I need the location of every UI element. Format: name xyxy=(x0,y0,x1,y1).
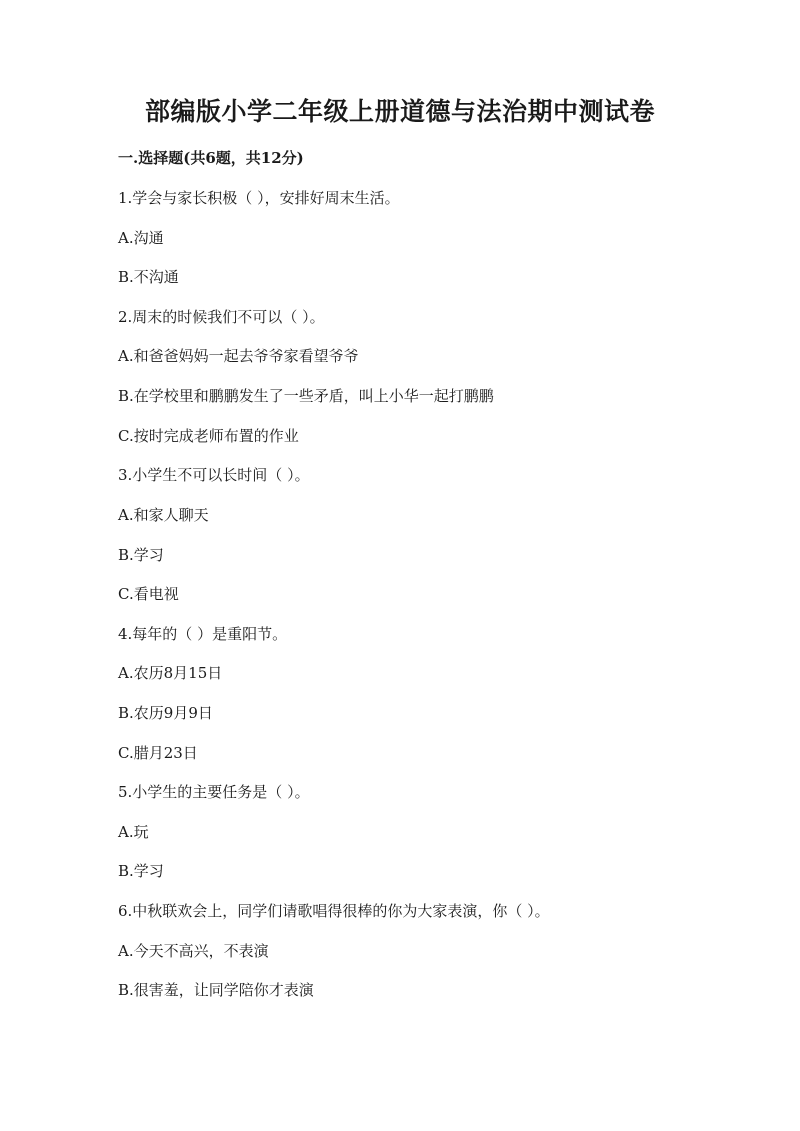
question-1-option-a: A.沟通 xyxy=(118,229,164,247)
question-3-option-b: B.学习 xyxy=(118,546,164,564)
page-title: 部编版小学二年级上册道德与法治期中测试卷 xyxy=(144,97,655,126)
question-2-option-b: B.在学校里和鹏鹏发生了一些矛盾，叫上小华一起打鹏鹏 xyxy=(118,387,494,405)
question-3-option-a: A.和家人聊天 xyxy=(118,506,209,524)
question-5-stem: 5.小学生的主要任务是（ ）。 xyxy=(118,783,310,801)
question-4-option-a: A.农历8月15日 xyxy=(118,664,223,682)
question-1-option-b: B.不沟通 xyxy=(118,268,179,286)
question-1-stem: 1.学会与家长积极（ ），安排好周末生活。 xyxy=(118,189,400,207)
question-4-option-b: B.农历9月9日 xyxy=(118,704,213,722)
question-6-stem: 6.中秋联欢会上，同学们请歌唱得很棒的你为大家表演，你（ ）。 xyxy=(118,902,550,920)
question-2-stem: 2.周末的时候我们不可以（ ）。 xyxy=(118,308,325,326)
question-2-option-a: A.和爸爸妈妈一起去爷爷家看望爷爷 xyxy=(118,347,359,365)
question-3-stem: 3.小学生不可以长时间（ ）。 xyxy=(118,466,310,484)
question-3-option-c: C.看电视 xyxy=(118,585,179,603)
question-2-option-c: C.按时完成老师布置的作业 xyxy=(118,427,299,445)
question-5-option-b: B.学习 xyxy=(118,862,164,880)
question-4-option-c: C.腊月23日 xyxy=(118,744,198,762)
question-6-option-a: A.今天不高兴，不表演 xyxy=(118,942,269,960)
question-5-option-a: A.玩 xyxy=(118,823,149,841)
section-heading: 一.选择题(共6题，共12分) xyxy=(118,149,304,167)
question-6-option-b: B.很害羞，让同学陪你才表演 xyxy=(118,981,314,999)
question-4-stem: 4.每年的（ ）是重阳节。 xyxy=(118,625,288,643)
